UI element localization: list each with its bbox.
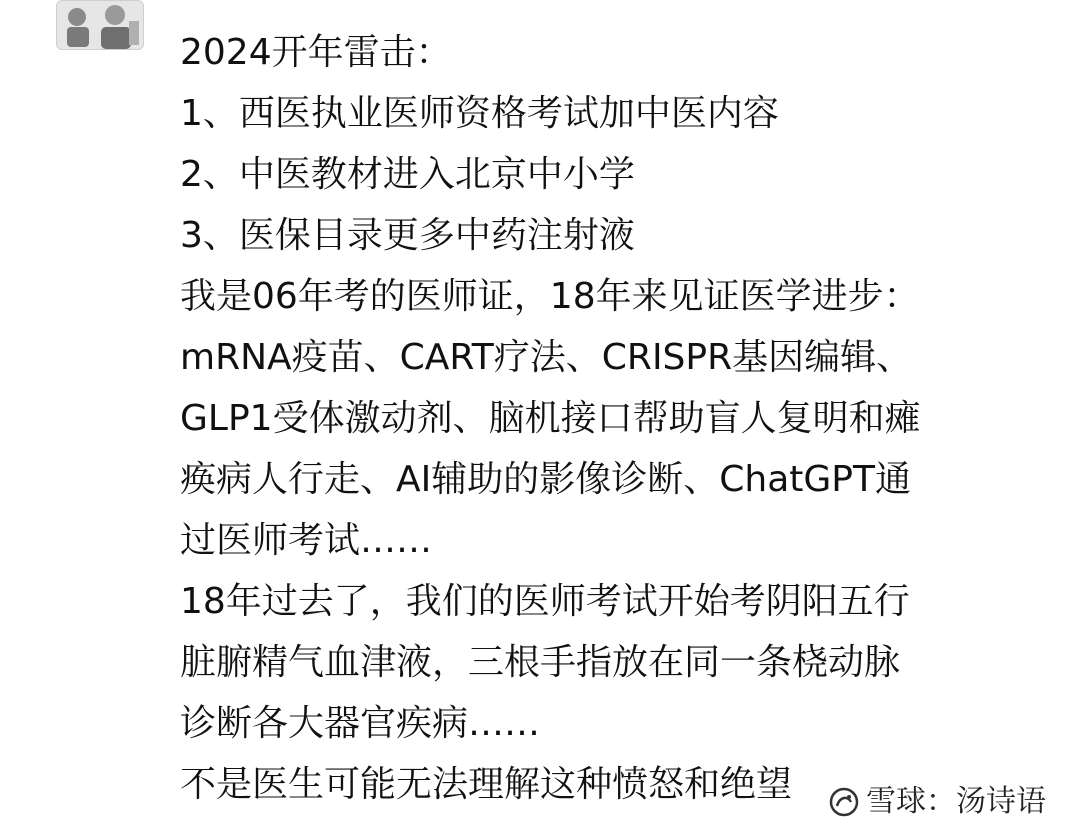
post-line: 诊断各大器官疾病……: [180, 703, 541, 744]
avatar[interactable]: [56, 0, 144, 50]
post-line: 过医师考试……: [180, 520, 433, 561]
post-line: 不是医生可能无法理解这种愤怒和绝望: [180, 764, 793, 805]
snowball-logo-icon: [828, 786, 860, 818]
post-content: [180, 22, 1040, 815]
post-line: 2024开年雷击：: [180, 32, 452, 73]
post-line: mRNA疫苗、CART疗法、CRISPR基因编辑、: [180, 337, 913, 378]
post-line: GLP1受体激动剂、脑机接口帮助盲人复明和瘫: [180, 398, 921, 439]
post-line: 脏腑精气血津液，三根手指放在同一条桡动脉: [180, 642, 901, 683]
watermark-text: 雪球：汤诗语: [866, 784, 1046, 819]
post-line: 3、医保目录更多中药注射液: [180, 215, 635, 256]
post-line: 2、中医教材进入北京中小学: [180, 154, 635, 195]
post-line: 18年过去了，我们的医师考试开始考阴阳五行: [180, 581, 910, 622]
post-line: 1、西医执业医师资格考试加中医内容: [180, 93, 779, 134]
user-avatar-icon: [57, 1, 144, 50]
post-line: 我是06年考的医师证，18年来见证医学进步：: [180, 276, 920, 317]
post-line: 痪病人行走、AI辅助的影像诊断、ChatGPT通: [180, 459, 911, 500]
watermark: [822, 782, 1052, 822]
